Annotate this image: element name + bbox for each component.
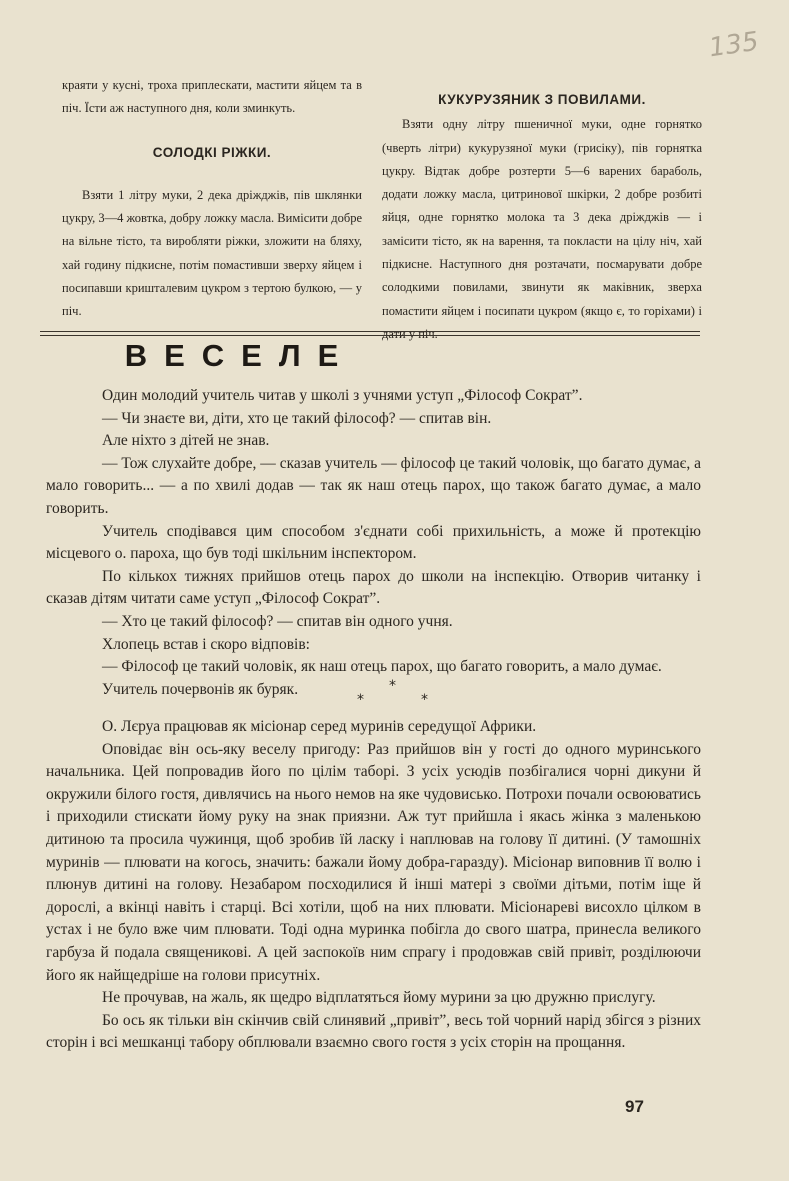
left-column: [62, 74, 362, 324]
story1-paragraph: — Хто це такий філософ? — спитав він одного учня.: [102, 612, 453, 630]
story1-paragraph: Учитель сподівався цим способом з'єднати собі прихильність, а може й протекцію місцевого о. пароха, що був тоді шкільним інспектором.: [46, 522, 701, 563]
story1-paragraph: Хлопець встав і скоро відповів:: [102, 635, 310, 653]
story2-paragraph: Бо ось як тільки він скінчив свій слинявий „привіт”, весь той чорний нарід збігся з різних сторін і всі мешканці табору обплювали взаємно свого гостя з усіх сторін на прощання.: [46, 1011, 701, 1052]
page-number: 97: [625, 1097, 644, 1116]
right-recipe-text: Взяти одну літру пшеничної муки, одне горнятко (чверть літри) кукурузяної муки (грисіку), пів горнятка цукру. Відтак добре розтерти 5—6 варених бараболь, додати ложку масла, цитринової шкірки, 2 добре розбиті яйця, одне горнятко молока та 3 дека дріжджів — і замісити тісто, як на варення, та покласти на цілу ніч, хай підкисне. Наступного дня розтачати, посмарувати добре солодкими повилами, звинути як маківник, зверха помастити яйцем і посипати цукром (якщо є, то горіхами) і дати у піч.: [382, 117, 702, 341]
separator-star: *: [389, 678, 396, 694]
divider-rule-bottom: [40, 335, 700, 336]
divider-rule-top: [40, 331, 700, 332]
story1-paragraph: — Тож слухайте добре, — сказав учитель — філософ це такий чоловік, що багато думає, а мало говорить... — а по хвилі додав — так як наш отець парох, що також багато думає, а мало говорить.: [46, 454, 701, 517]
left-recipe-text: Взяти 1 літру муки, 2 дека дріжджів, пів шклянки цукру, 3—4 жовтка, добру ложку масла. Вимісити добре на вільне тісто, та виробляти ріжки, зложити на бляху, хай годину підкисне, потім помастивши зверху яйцем і посипавши кришталевим цукром з тертою булкою, — у піч.: [62, 187, 362, 319]
story1-paragraph: Учитель почервонів як буряк.: [102, 680, 299, 698]
story1-paragraph: По кількох тижнях прийшов отець парох до школи на інспекцію. Отворив читанку і сказав дітям читати саме уступ „Філософ Сократ”.: [46, 567, 701, 608]
story1-paragraph: Один молодий учитель читав у школі з учнями уступ „Філософ Сократ”.: [102, 387, 583, 404]
story2-paragraph: Не прочував, на жаль, як щедро відплатяться йому мурини за цю дружню прислугу.: [102, 989, 656, 1007]
separator-star: *: [357, 692, 364, 708]
handwritten-page-annotation: 135: [707, 26, 761, 64]
story-missionary: [46, 716, 701, 1055]
story-teacher: [46, 385, 701, 701]
right-recipe-heading: КУКУРУЗЯНИК З ПОВИЛАМИ.: [438, 92, 646, 107]
story-separator: [0, 676, 789, 710]
right-column: [382, 88, 702, 346]
story1-paragraph: — Філософ це такий чоловік, як наш отець парох, що багато говорить, а мало думає.: [102, 658, 662, 676]
section-title: ВЕСЕЛЕ: [124, 338, 356, 373]
left-intro-text: краяти у кусні, троха приплескати, мастити яйцем та в піч. Їсти аж наступного дня, коли зминкуть.: [62, 78, 362, 116]
story1-paragraph: — Чи знаєте ви, діти, хто це такий філософ? — спитав він.: [102, 409, 492, 427]
separator-star: *: [421, 692, 428, 708]
story2-paragraph: Оповідає він ось-яку веселу пригоду: Раз прийшов він у гості до одного муринського начальника. Цей попровадив його по цілім таборі. З усіх усюдів позбігалися чорні дикуни й окружили білого гостя, дивлячись на нього немов на яке чудовисько. Потрохи почали освоюватись і приходили стискати йому руку на знак приязни. Аж тут прийшла і якась жінка з маленькою дитиною та просила чужинця, щоб зробив їй ласку і наплював на голову її дитині. (У тамошніх муринів — плювати на когось, значить: бажали йому добра-гаразду). Місіонар виповнив її волю і плюнув дитині на голову. Незабаром посходилися й інші матері з своїми дітьми, потім іще й дорослі, а вкінці навіть і старці. Всі хотіли, щоб на них плювати. Місіонареві висохло цілком в устах і не було вже чим плювати. Тоді одна муринка побігла до свого шатра, принесла великого гарбуза й подала священикові. А цей заспокоїв ним спрагу і продовжав свій привіт, розділюючи його як найщедріше на голови присутніх.: [46, 740, 701, 984]
story2-paragraph: О. Лєруа працював як місіонар серед муринів середущої Африки.: [102, 718, 537, 735]
story1-paragraph: Але ніхто з дітей не знав.: [102, 432, 270, 450]
left-recipe-heading: СОЛОДКІ РІЖКИ.: [152, 144, 272, 160]
